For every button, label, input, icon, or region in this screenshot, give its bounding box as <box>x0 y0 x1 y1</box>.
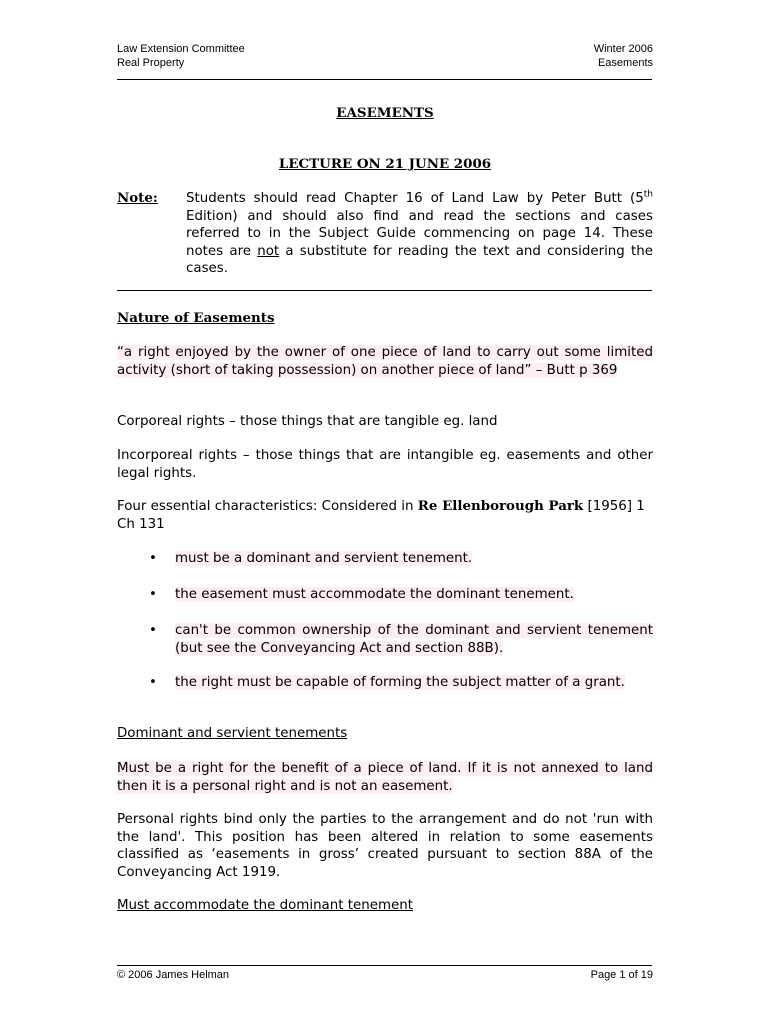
dominant-heading: Dominant and servient tenements <box>117 726 348 741</box>
header-rule <box>117 79 652 80</box>
accommodate-heading: Must accommodate the dominant tenement <box>117 898 413 913</box>
bullet-icon: • <box>149 551 157 566</box>
bullet-icon: • <box>149 587 157 602</box>
note-rule <box>117 290 652 291</box>
dominant-para2: Personal rights bind only the parties to the arrangement and do not 'run with the land'. This position has been altered in relation to some easements classified as ‘easements in gross’ created pursuant to section 88A of the Conveyancing Act 1919. <box>117 812 653 880</box>
bullet-icon: • <box>149 675 157 690</box>
dominant-para1: Must be a right for the benefit of a piece of land. If it is not annexed to land then it is a personal right and is not an easement. <box>117 761 653 794</box>
note-block <box>117 190 653 278</box>
footer-rule <box>117 965 652 966</box>
term-label: Winter 2006 <box>593 43 653 55</box>
definition-quote: “a right enjoyed by the owner of one piece of land to carry out some limited activity (short of taking possession) on another piece of land” – Butt p 369 <box>117 345 653 378</box>
bullet-icon: • <box>149 623 157 638</box>
incorporeal-rights: Incorporeal rights – those things that are intangible eg. easements and other legal rights. <box>117 448 653 481</box>
copyright: © 2006 James Helman <box>117 969 230 981</box>
committee-name: Law Extension Committee <box>117 43 245 55</box>
list-item: • can't be common ownership of the dominant and servient tenement (but see the Conveyancing Act and section 88B). <box>149 623 653 656</box>
lecture-title: LECTURE ON 21 JUNE 2006 <box>278 156 492 172</box>
page-title: EASEMENTS <box>336 105 434 121</box>
four-characteristics: Four essential characteristics: Considered in Re Ellenborough Park [1956] 1 Ch 131 <box>117 498 645 532</box>
note-text: Students should read Chapter 16 of Land Law by Peter Butt (5th Edition) and should also find and read the sections and cases referred to in the Subject Guide commencing on page 14. These notes are not a substitute for reading the text and considering the cases. <box>186 189 653 276</box>
topic-label: Easements <box>597 57 653 69</box>
list-item: • must be a dominant and servient tenement. <box>149 551 473 566</box>
corporeal-rights: Corporeal rights – those things that are tangible eg. land <box>117 414 498 429</box>
page-number: Page 1 of 19 <box>590 969 653 981</box>
course-name: Real Property <box>117 57 185 69</box>
nature-heading: Nature of Easements <box>117 310 275 326</box>
list-item: • the easement must accommodate the dominant tenement. <box>149 587 574 602</box>
header-left <box>117 42 245 70</box>
note-label: Note: <box>117 190 158 206</box>
list-item: • the right must be capable of forming the subject matter of a grant. <box>149 675 625 690</box>
header-right <box>594 42 653 70</box>
